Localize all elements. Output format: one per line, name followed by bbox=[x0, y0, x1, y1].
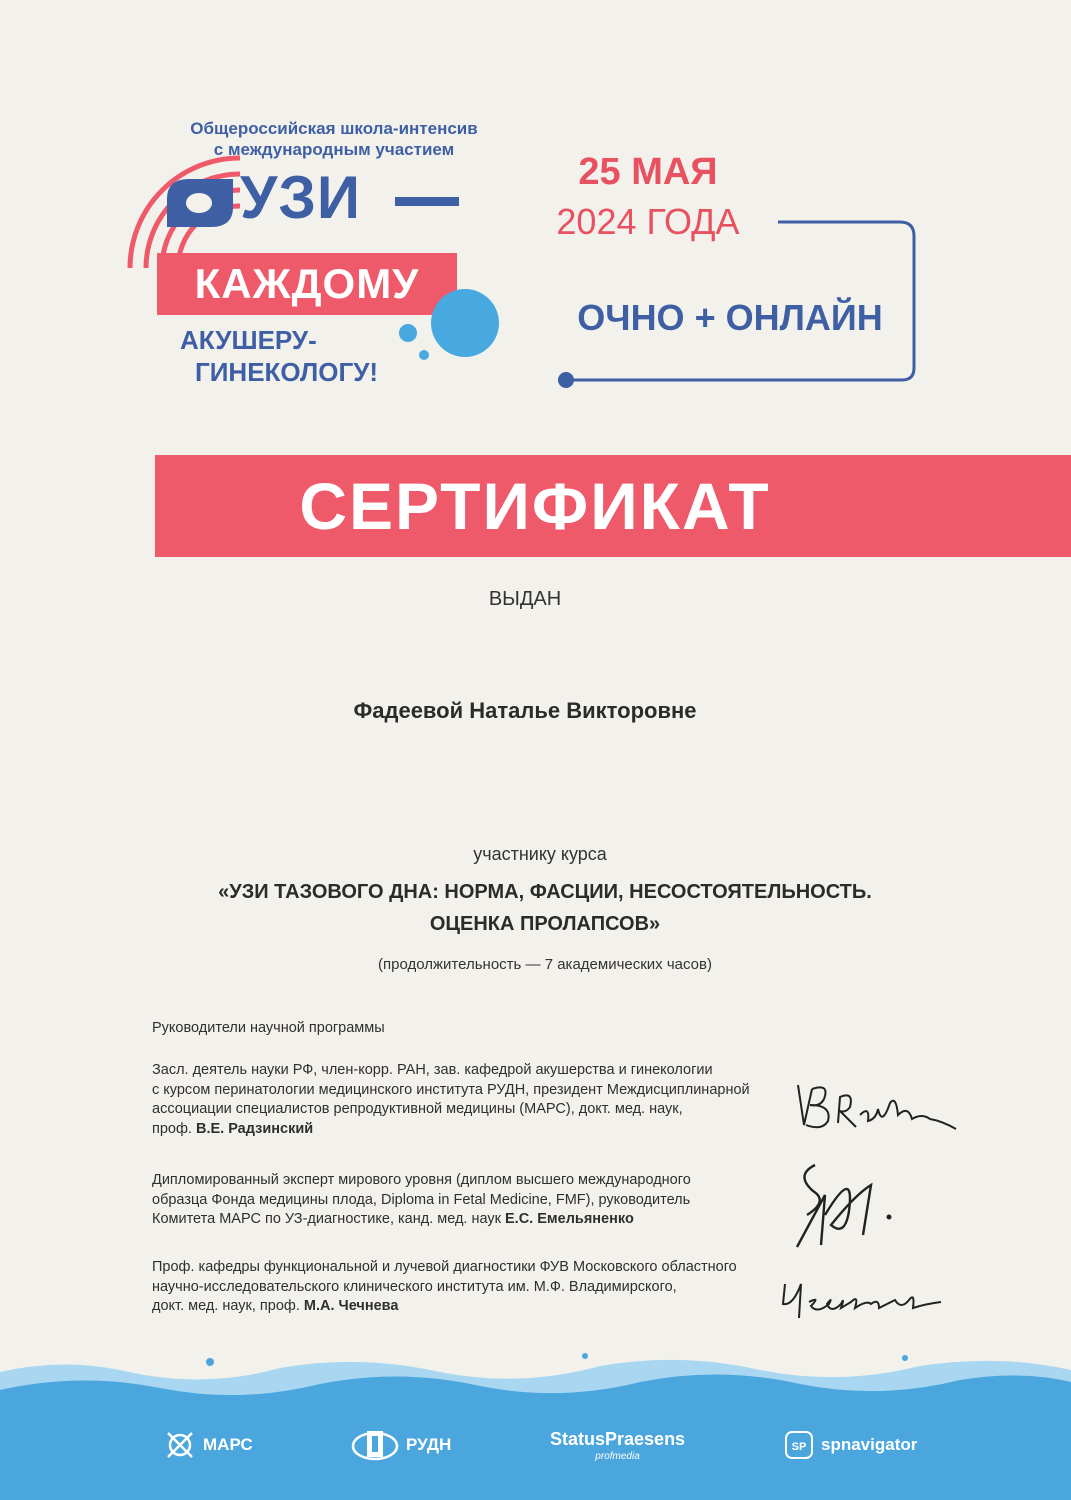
signature-radzinsky bbox=[790, 1075, 970, 1145]
leader-name: Е.С. Емельяненко bbox=[505, 1211, 634, 1227]
course-duration: (продолжительность — 7 академических часов) bbox=[378, 956, 712, 973]
bubbles-icon bbox=[380, 285, 510, 375]
statuspraesens-logo: StatusPraesens profmedia bbox=[550, 1428, 686, 1462]
logo-ginekologu: ГИНЕКОЛОГУ! bbox=[195, 357, 379, 387]
recipient-name: Фадеевой Наталье Викторовне bbox=[353, 698, 697, 723]
event-date-year: 2024 ГОДА bbox=[556, 201, 740, 242]
rudn-logo: РУДН bbox=[350, 1425, 451, 1465]
leader-block: Дипломированный эксперт мирового уровня (диплом высшего международного образца Фонда медицины плода, Diploma in Fetal Medicine, FMF), руководитель Комитета МАРС по УЗ-диагностике, канд. мед. наук Е.С. Емельяненко bbox=[152, 1172, 691, 1227]
certificate-title: СЕРТИФИКАТ bbox=[299, 469, 771, 543]
signature-chechneva bbox=[775, 1270, 955, 1330]
issued-label: ВЫДАН bbox=[488, 588, 562, 610]
rudn-icon bbox=[350, 1428, 400, 1462]
mars-logo: МАРС bbox=[165, 1425, 253, 1465]
participant-label: участнику курса bbox=[473, 844, 607, 864]
logo-kazhdomu: КАЖДОМУ bbox=[157, 253, 457, 315]
leader-name: М.А. Чечнева bbox=[303, 1298, 399, 1314]
leader-block: Засл. деятель науки РФ, член-корр. РАН, зав. кафедрой акушерства и гинекологии с курсом перинатологии медицинского института РУДН, президент Междисциплинарной ассоциации специалистов репродуктивной медицины (МАРС), докт. мед. наук, проф. В.Е. Радзинский bbox=[152, 1062, 750, 1137]
leader-block: Проф. кафедры функциональной и лучевой диагностики ФУВ Московского областного научно-исследовательского клинического института им. М.Ф. Владимирского, докт. мед. наук, проф. М.А. Чечнева bbox=[152, 1259, 737, 1314]
school-subtitle: Общероссийская школа-интенсив с международным участием bbox=[190, 119, 478, 159]
event-date-day: 25 МАЯ bbox=[578, 151, 718, 193]
eye-icon bbox=[165, 177, 235, 229]
course-title: «УЗИ ТАЗОВОГО ДНА: НОРМА, ФАСЦИИ, НЕСОСТОЯТЕЛЬНОСТЬ. ОЦЕНКА ПРОЛАПСОВ» bbox=[218, 881, 872, 935]
logo-dash bbox=[395, 197, 459, 206]
spnavigator-logo: SP spnavigator bbox=[785, 1425, 917, 1465]
mars-icon bbox=[165, 1430, 195, 1460]
leaders-heading: Руководители научной программы bbox=[152, 1020, 385, 1036]
logo-akusheru: АКУШЕРУ- bbox=[180, 325, 317, 355]
logo-uzi: УЗИ bbox=[240, 164, 362, 231]
leader-name: В.Е. Радзинский bbox=[195, 1120, 314, 1137]
event-format: ОЧНО + ОНЛАЙН bbox=[577, 297, 883, 338]
signature-emelyanenko bbox=[785, 1155, 925, 1255]
sp-badge-icon: SP bbox=[785, 1431, 813, 1459]
